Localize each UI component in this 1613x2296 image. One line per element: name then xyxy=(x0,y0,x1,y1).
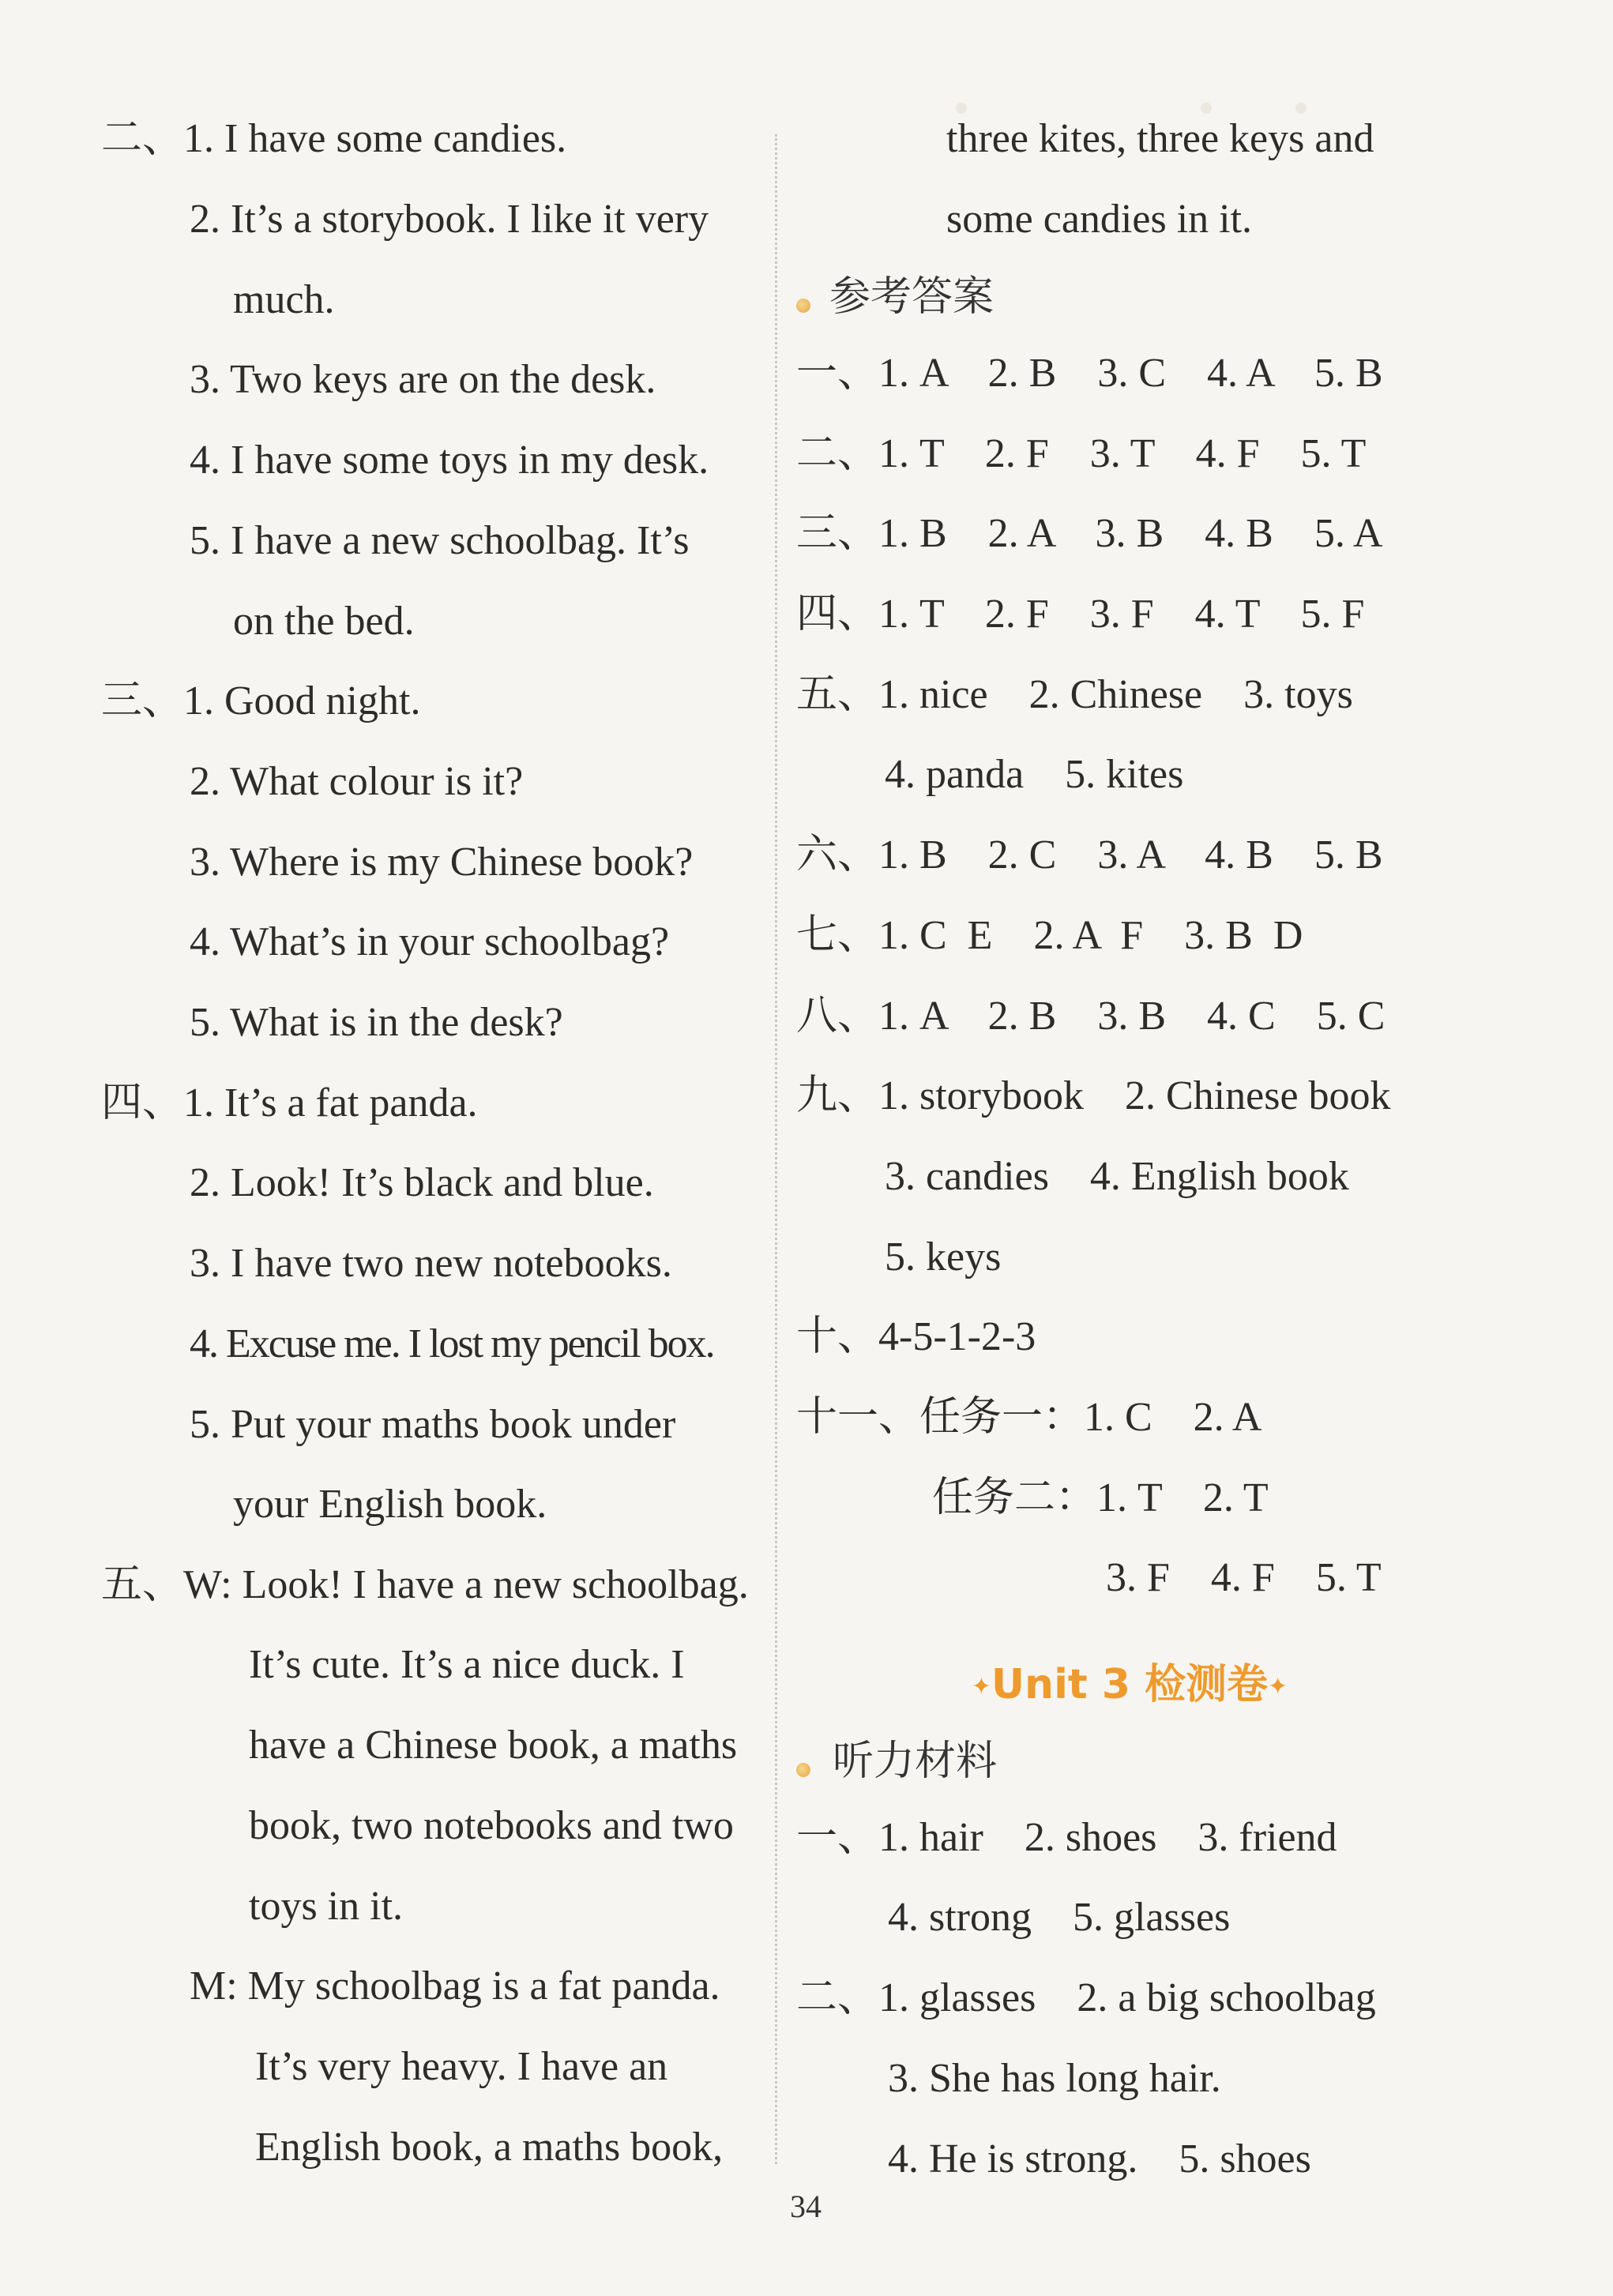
answer-line: 5. Put your maths book under xyxy=(190,1402,676,1447)
answer-line: 5. I have a new schoolbag. It’s xyxy=(190,518,690,563)
answer-line: much. xyxy=(233,277,335,322)
answer-line: 六、1. B 2. C 3. A 4. B 5. B xyxy=(796,832,1383,877)
answer-line: 4. What’s in your schoolbag? xyxy=(190,919,670,964)
answer-line: 三、1. Good night. xyxy=(101,678,421,723)
star-icon: ✦ xyxy=(971,1673,991,1700)
listening-line: 3. She has long hair. xyxy=(888,2056,1221,2101)
answer-line: 3. Two keys are on the desk. xyxy=(190,357,656,402)
decor-dot xyxy=(956,103,967,114)
answer-line: 任务二：1. T 2. T xyxy=(932,1475,1269,1520)
answers-heading: 参考答案 xyxy=(829,273,994,321)
answer-line: 四、1. It’s a fat panda. xyxy=(101,1080,478,1125)
answer-line: 4. Excuse me. I lost my pencil box. xyxy=(190,1321,714,1366)
transcript-continuation: some candies in it. xyxy=(946,197,1253,242)
answer-line: 一、1. A 2. B 3. C 4. A 5. B xyxy=(796,351,1383,396)
listening-line: 4. strong 5. glasses xyxy=(888,1895,1231,1940)
answer-line: 七、1. C E 2. A F 3. B D xyxy=(796,913,1303,958)
answer-line: have a Chinese book, a maths xyxy=(249,1723,738,1768)
answer-line: 4. I have some toys in my desk. xyxy=(190,438,709,483)
answer-line: 九、1. storybook 2. Chinese book xyxy=(796,1073,1391,1118)
answer-line: 2. Look! It’s black and blue. xyxy=(190,1160,654,1205)
listening-line: 一、1. hair 2. shoes 3. friend xyxy=(796,1815,1337,1860)
transcript-continuation: three kites, three keys and xyxy=(946,116,1374,161)
answer-line: 2. What colour is it? xyxy=(190,759,524,804)
answer-line: 3. I have two new notebooks. xyxy=(190,1241,672,1286)
answer-line: 四、1. T 2. F 3. F 4. T 5. F xyxy=(796,592,1365,637)
answer-line: 十、4-5-1-2-3 xyxy=(796,1314,1036,1359)
answer-line: 3. candies 4. English book xyxy=(885,1154,1349,1199)
decor-dot xyxy=(1201,103,1212,114)
answer-line: 五、1. nice 2. Chinese 3. toys xyxy=(796,672,1353,717)
answer-line: English book, a maths book, xyxy=(255,2125,724,2170)
answer-line: 五、W: Look! I have a new schoolbag. xyxy=(101,1562,749,1607)
answer-line: 2. It’s a storybook. I like it very xyxy=(190,197,709,242)
answer-line: 4. panda 5. kites xyxy=(885,752,1184,797)
answer-line: your English book. xyxy=(233,1482,547,1527)
answer-line: 二、1. T 2. F 3. T 4. F 5. T xyxy=(796,431,1367,476)
answer-line: book, two notebooks and two xyxy=(249,1803,734,1848)
listening-heading: 听力材料 xyxy=(833,1738,998,1785)
answer-line: 八、1. A 2. B 3. B 4. C 5. C xyxy=(796,994,1386,1039)
answer-line: 3. F 4. F 5. T xyxy=(1106,1555,1382,1600)
answer-line: M: My schoolbag is a fat panda. xyxy=(190,1963,720,2009)
answer-line: 十一、任务一：1. C 2. A xyxy=(796,1395,1262,1440)
listening-line: 二、1. glasses 2. a big schoolbag xyxy=(796,1975,1376,2020)
listening-line: 4. He is strong. 5. shoes xyxy=(888,2136,1311,2181)
answer-line: on the bed. xyxy=(233,599,415,644)
heading-bullet-icon xyxy=(796,1763,810,1777)
answer-line: 三、1. B 2. A 3. B 4. B 5. A xyxy=(796,511,1383,556)
answer-line: toys in it. xyxy=(249,1884,404,1929)
answer-line: 5. keys xyxy=(885,1234,1002,1280)
column-divider xyxy=(775,134,777,2164)
answer-line: It’s very heavy. I have an xyxy=(255,2044,668,2089)
answer-line: It’s cute. It’s a nice duck. I xyxy=(249,1642,685,1687)
page-number: 34 xyxy=(790,2189,822,2224)
heading-bullet-icon xyxy=(796,299,810,313)
answer-line: 5. What is in the desk? xyxy=(190,1000,563,1045)
answer-line: 二、1. I have some candies. xyxy=(101,116,567,161)
decor-dot xyxy=(1295,103,1307,114)
star-icon: ✦ xyxy=(1268,1673,1288,1700)
answer-line: 3. Where is my Chinese book? xyxy=(190,840,694,885)
unit-title: ✦Unit 3 检测卷✦ xyxy=(971,1661,1288,1708)
